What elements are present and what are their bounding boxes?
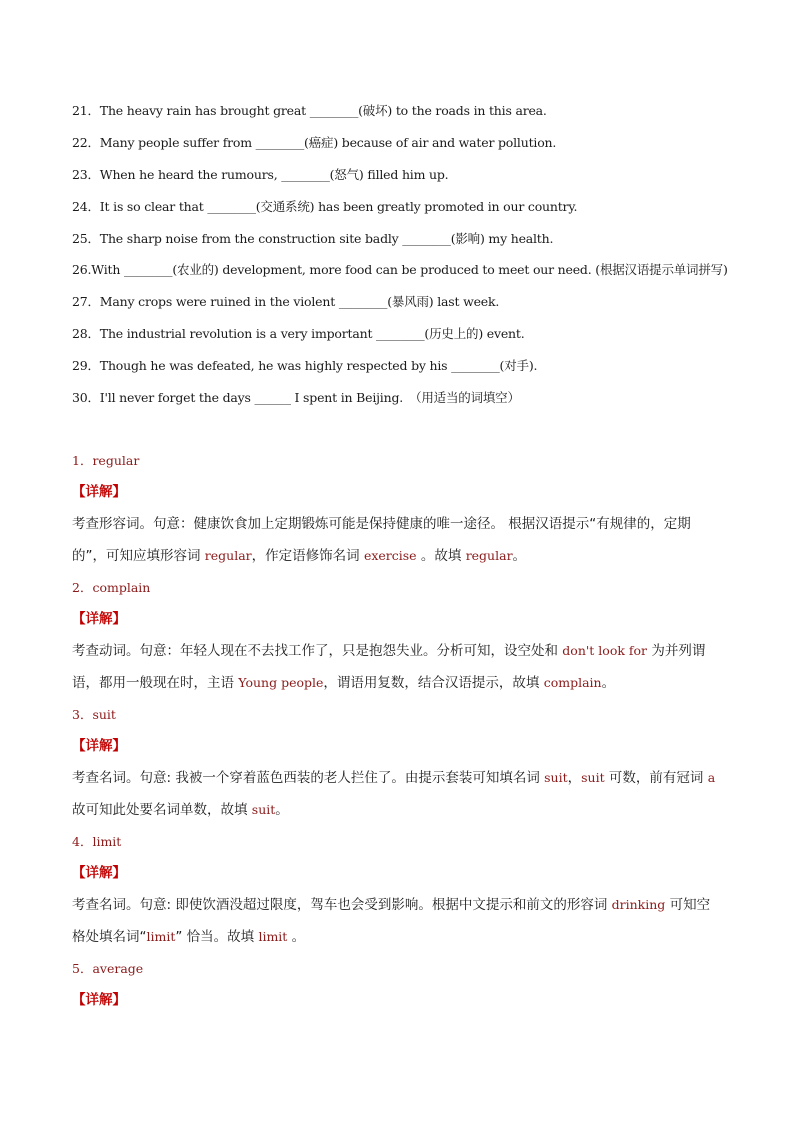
explanation-text: 故可知此处要名词单数，故填	[72, 802, 252, 818]
explanation	[72, 889, 728, 953]
answer-term: suit	[251, 802, 276, 817]
explanation-line	[72, 762, 728, 794]
answer-term: suit	[581, 770, 605, 785]
explanation-line	[72, 667, 728, 699]
explanation-text: 考查名词。句意: 我被一个穿着蓝色西装的老人拦住了。由提示套装可知填名词	[72, 770, 545, 786]
detail-header: 【详解】	[72, 738, 126, 754]
question-27: 27．Many crops were ruined in the violent ________(暴风雨) last week.	[72, 294, 500, 309]
detail-header: 【详解】	[72, 484, 126, 500]
detail-header: 【详解】	[72, 865, 126, 881]
answer-term: don't look for	[562, 643, 648, 658]
answer-label: 2．complain	[72, 580, 151, 595]
question-28: 28．The industrial revolution is a very important ________(历史上的) event.	[72, 326, 525, 341]
explanation-line	[72, 508, 728, 540]
question-29: 29．Though he was defeated, he was highly respected by his ________(对手).	[72, 358, 538, 373]
explanation-text: 。	[275, 802, 289, 818]
explanation-text: ” 恰当。故填	[175, 929, 259, 945]
explanation	[72, 762, 728, 826]
question-23: 23．When he heard the rumours, ________(怒气) filled him up.	[72, 167, 449, 182]
question-30: 30．I'll never forget the days ______ I spent in Beijing. （用适当的词填空）	[72, 390, 520, 405]
answer-term: drinking	[611, 897, 666, 912]
explanation-text: 考查名词。句意: 即使饮酒没超过限度，驾车也会受到影响。根据中文提示和前文的形容词	[72, 897, 612, 913]
question-21: 21．The heavy rain has brought great ________(破坏) to the roads in this area.	[72, 103, 547, 118]
question-24: 24．It is so clear that ________(交通系统) has been greatly promoted in our country.	[72, 199, 578, 214]
explanation-text: 。	[287, 929, 306, 945]
explanation-text: 的”，可知应填形容词	[72, 548, 205, 564]
answer-term: Young people	[238, 675, 324, 690]
explanation-text: 语，都用一般现在时，主语	[72, 675, 239, 691]
explanation-line	[72, 540, 728, 572]
explanation-text: ，谓语用复数，结合汉语提示，故填	[323, 675, 544, 691]
explanation-text: 。	[512, 548, 527, 564]
explanation-text: 格处填名词“	[72, 929, 147, 945]
answer-term: exercise	[363, 548, 417, 563]
answer-term: complain	[543, 675, 602, 690]
explanation-text: 可数，前有冠词	[604, 770, 708, 786]
answer-label: 5．average	[72, 961, 144, 976]
answer-label: 3．suit	[72, 707, 116, 722]
explanation-text: 可知空	[665, 897, 711, 913]
explanation-text: 。故填	[416, 548, 466, 564]
explanation-line	[72, 635, 728, 667]
explanation	[72, 508, 728, 572]
detail-header: 【详解】	[72, 611, 126, 627]
explanation-text: ，作定语修饰名词	[251, 548, 364, 564]
answer-term: limit	[258, 929, 288, 944]
question-25: 25．The sharp noise from the construction site badly ________(影响) my health.	[72, 231, 554, 246]
explanation-line	[72, 794, 728, 826]
answer-term: suit	[544, 770, 568, 785]
answer-term: a	[707, 770, 716, 785]
explanation-text: ，	[567, 770, 582, 786]
answer-term: limit	[146, 929, 176, 944]
question-26: 26.With ________(农业的) development, more food can be produced to meet our need. (根据汉语提示单词拼写)	[72, 262, 728, 277]
answer-term: regular	[465, 548, 513, 563]
question-22: 22．Many people suffer from ________(癌症) because of air and water pollution.	[72, 135, 557, 150]
answer-label: 4．limit	[72, 834, 122, 849]
explanation	[72, 635, 728, 699]
explanation-text: 。	[601, 675, 616, 691]
explanation-line	[72, 921, 728, 953]
answer-term: regular	[204, 548, 252, 563]
explanation-text: 考查动词。句意：年轻人现在不去找工作了，只是抱怨失业。分析可知，设空处和	[72, 643, 563, 659]
answer-label: 1．regular	[72, 453, 140, 468]
explanation-text: 为并列谓	[647, 643, 706, 659]
explanation-text: 考查形容词。句意：健康饮食加上定期锻炼可能是保持健康的唯一途径。 根据汉语提示“有规律的，定期	[72, 516, 691, 532]
detail-header: 【详解】	[72, 992, 126, 1008]
explanation-line	[72, 889, 728, 921]
